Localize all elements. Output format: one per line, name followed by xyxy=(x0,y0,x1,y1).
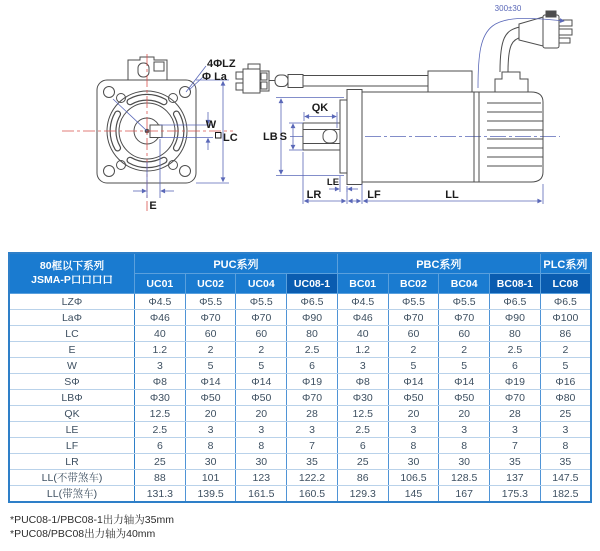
dimension-value-cell: 2 xyxy=(388,342,439,358)
dimension-value-cell: Φ8 xyxy=(135,374,186,390)
dimension-row-label: LL(不带煞车) xyxy=(9,470,135,486)
dimension-value-cell: Φ6.5 xyxy=(287,294,338,310)
dimension-value-cell: 128.5 xyxy=(439,470,490,486)
table-row xyxy=(9,470,591,486)
model-column-header: BC02 xyxy=(388,274,439,294)
dimension-value-cell: Φ70 xyxy=(236,310,287,326)
dimension-value-cell: Φ14 xyxy=(388,374,439,390)
table-row xyxy=(9,342,591,358)
cable-clamp xyxy=(495,72,528,92)
square-symbol xyxy=(216,133,222,139)
label-phi-la: Φ La xyxy=(202,71,227,83)
dimension-row-label: W xyxy=(9,358,135,374)
dimension-value-cell: Φ30 xyxy=(337,390,388,406)
table-row xyxy=(9,310,591,326)
dimension-value-cell: 60 xyxy=(236,326,287,342)
dimension-value-cell: 5 xyxy=(185,358,236,374)
dimension-value-cell: 35 xyxy=(490,454,541,470)
dimension-row-label: LR xyxy=(9,454,135,470)
encoder-block xyxy=(428,71,472,92)
series-group-header: PLC系列 xyxy=(540,253,591,274)
dimension-value-cell: 80 xyxy=(490,326,541,342)
dimension-value-cell: 2.5 xyxy=(490,342,541,358)
dimension-value-cell: 28 xyxy=(287,406,338,422)
dimension-value-cell: 30 xyxy=(388,454,439,470)
dimension-value-cell: 60 xyxy=(439,326,490,342)
dimension-value-cell: 20 xyxy=(388,406,439,422)
motor-front-view xyxy=(97,57,196,183)
label-s: S xyxy=(279,131,287,143)
dimension-value-cell: 5 xyxy=(540,358,591,374)
dimension-value-cell: 60 xyxy=(185,326,236,342)
dimension-value-cell: Φ14 xyxy=(236,374,287,390)
dimension-value-cell: 2.5 xyxy=(337,422,388,438)
dimension-value-cell: Φ4.5 xyxy=(135,294,186,310)
spec-table xyxy=(8,252,592,503)
dimension-value-cell: 2 xyxy=(540,342,591,358)
label-e: E xyxy=(149,200,157,212)
series-group-header: PBC系列 xyxy=(337,253,540,274)
dimension-value-cell: Φ5.5 xyxy=(388,294,439,310)
dimension-value-cell: Φ14 xyxy=(439,374,490,390)
model-column-header: UC04 xyxy=(236,274,287,294)
dimension-row-label: LE xyxy=(9,422,135,438)
dimension-value-cell: Φ5.5 xyxy=(185,294,236,310)
table-row xyxy=(9,326,591,342)
flange-side xyxy=(347,90,362,185)
rear-housing xyxy=(479,92,543,182)
dimension-value-cell: 25 xyxy=(337,454,388,470)
dimension-value-cell: 35 xyxy=(287,454,338,470)
dimension-value-cell: Φ46 xyxy=(135,310,186,326)
dimension-value-cell: Φ50 xyxy=(388,390,439,406)
footnotes xyxy=(10,513,174,541)
dimension-value-cell: 6 xyxy=(490,358,541,374)
dimension-value-cell: Φ4.5 xyxy=(337,294,388,310)
dimension-value-cell: 1.2 xyxy=(337,342,388,358)
dimension-value-cell: 3 xyxy=(135,358,186,374)
dimension-value-cell: Φ6.5 xyxy=(540,294,591,310)
power-connector-icon xyxy=(519,11,572,48)
dimension-value-cell: 106.5 xyxy=(388,470,439,486)
dimension-value-cell: Φ19 xyxy=(287,374,338,390)
dimension-row-label: LF xyxy=(9,438,135,454)
dimension-value-cell: 8 xyxy=(540,438,591,454)
dimension-value-cell: Φ80 xyxy=(540,390,591,406)
table-row xyxy=(9,406,591,422)
dimension-value-cell: 8 xyxy=(185,438,236,454)
dimension-value-cell: 1.2 xyxy=(135,342,186,358)
dimension-value-cell: Φ100 xyxy=(540,310,591,326)
label-le: LE xyxy=(326,177,340,188)
dimension-drawing xyxy=(0,0,600,250)
dimension-value-cell: 160.5 xyxy=(287,486,338,503)
dimension-value-cell: 167 xyxy=(439,486,490,503)
dimension-value-cell: 25 xyxy=(135,454,186,470)
dimension-value-cell: 3 xyxy=(439,422,490,438)
label-cable-length: 300±30 xyxy=(494,4,522,13)
dimension-value-cell: Φ90 xyxy=(287,310,338,326)
dimension-value-cell: Φ70 xyxy=(490,390,541,406)
dimension-value-cell: Φ50 xyxy=(236,390,287,406)
dimension-value-cell: 40 xyxy=(337,326,388,342)
label-4philz: 4ΦLZ xyxy=(207,58,236,70)
rear-fins xyxy=(487,103,543,166)
motor-body xyxy=(362,92,474,182)
dimension-row-label: LaΦ xyxy=(9,310,135,326)
dimension-value-cell: 80 xyxy=(287,326,338,342)
dimension-value-cell: 145 xyxy=(388,486,439,503)
dimension-value-cell: 5 xyxy=(439,358,490,374)
dimension-value-cell: 60 xyxy=(388,326,439,342)
dimension-value-cell: Φ70 xyxy=(388,310,439,326)
table-row xyxy=(9,454,591,470)
dimension-value-cell: 6 xyxy=(135,438,186,454)
table-row xyxy=(9,422,591,438)
dimension-value-cell: 7 xyxy=(287,438,338,454)
dimension-value-cell: 5 xyxy=(236,358,287,374)
dimension-value-cell: 20 xyxy=(185,406,236,422)
dimension-value-cell: 2 xyxy=(236,342,287,358)
dimension-value-cell: 6 xyxy=(287,358,338,374)
dimension-value-cell: 122.2 xyxy=(287,470,338,486)
dimension-value-cell: 182.5 xyxy=(540,486,591,503)
dimension-value-cell: 8 xyxy=(439,438,490,454)
cable-ferrule xyxy=(275,75,288,87)
dimension-value-cell: 8 xyxy=(388,438,439,454)
table-row xyxy=(9,486,591,503)
dimension-value-cell: 12.5 xyxy=(337,406,388,422)
dimension-value-cell: 12.5 xyxy=(135,406,186,422)
footnote-line: *PUC08/PBC08出力轴为40mm xyxy=(10,528,156,540)
dimension-value-cell: 30 xyxy=(185,454,236,470)
dimension-value-cell: Φ50 xyxy=(439,390,490,406)
dimension-value-cell: 30 xyxy=(439,454,490,470)
dimension-value-cell: 88 xyxy=(135,470,186,486)
dimension-value-cell: Φ6.5 xyxy=(490,294,541,310)
dimension-value-cell: 131.3 xyxy=(135,486,186,503)
dimension-value-cell: 35 xyxy=(540,454,591,470)
dimension-value-cell: 2 xyxy=(185,342,236,358)
model-column-header: UC01 xyxy=(135,274,186,294)
label-lr: LR xyxy=(306,189,322,201)
model-column-header: LC08 xyxy=(540,274,591,294)
dimension-value-cell: Φ46 xyxy=(337,310,388,326)
corner-line1: 80框以下系列 xyxy=(39,259,105,272)
table-row xyxy=(9,358,591,374)
label-qk: QK xyxy=(311,102,329,114)
dimension-value-cell: 147.5 xyxy=(540,470,591,486)
dimension-value-cell: 30 xyxy=(236,454,287,470)
model-column-header: UC02 xyxy=(185,274,236,294)
spec-table-body xyxy=(9,294,591,503)
dimension-value-cell: 6 xyxy=(337,438,388,454)
label-ll: LL xyxy=(445,189,459,201)
dimension-row-label: E xyxy=(9,342,135,358)
corner-line2: JSMA-P口口口口 xyxy=(31,273,113,286)
label-lb: LB xyxy=(263,131,278,143)
footnote-line: *PUC08-1/PBC08-1出力轴为35mm xyxy=(10,514,174,526)
front-dimensions xyxy=(113,66,229,198)
dimension-value-cell: 139.5 xyxy=(185,486,236,503)
dimension-value-cell: Φ5.5 xyxy=(236,294,287,310)
keyway-side xyxy=(323,130,337,144)
dimension-value-cell: 86 xyxy=(540,326,591,342)
dimension-value-cell: Φ16 xyxy=(540,374,591,390)
dimension-value-cell: 175.3 xyxy=(490,486,541,503)
pilot-boss xyxy=(340,100,347,173)
dimension-row-label: LC xyxy=(9,326,135,342)
dimension-value-cell: 8 xyxy=(236,438,287,454)
table-row xyxy=(9,390,591,406)
dimension-value-cell: Φ19 xyxy=(490,374,541,390)
dimension-value-cell: 2 xyxy=(439,342,490,358)
dimension-value-cell: 3 xyxy=(540,422,591,438)
dimension-value-cell: Φ70 xyxy=(185,310,236,326)
terminal-box xyxy=(128,57,167,80)
model-column-header: BC01 xyxy=(337,274,388,294)
dimension-row-label: LL(带煞车) xyxy=(9,486,135,503)
dimension-value-cell: 20 xyxy=(439,406,490,422)
dimension-row-label: QK xyxy=(9,406,135,422)
dimension-value-cell: 137 xyxy=(490,470,541,486)
model-column-header: BC08-1 xyxy=(490,274,541,294)
table-row xyxy=(9,294,591,310)
dimension-value-cell: 5 xyxy=(388,358,439,374)
dimension-value-cell: 123 xyxy=(236,470,287,486)
model-column-header: BC04 xyxy=(439,274,490,294)
dimension-value-cell: 7 xyxy=(490,438,541,454)
dimension-value-cell: 20 xyxy=(236,406,287,422)
dimension-value-cell: 3 xyxy=(287,422,338,438)
dimension-value-cell: Φ50 xyxy=(185,390,236,406)
dimension-value-cell: 161.5 xyxy=(236,486,287,503)
dimension-value-cell: Φ90 xyxy=(490,310,541,326)
spec-table-head xyxy=(9,253,591,294)
dimension-value-cell: Φ5.5 xyxy=(439,294,490,310)
dimension-value-cell: 2.5 xyxy=(135,422,186,438)
dimension-row-label: LZΦ xyxy=(9,294,135,310)
dimension-value-cell: 40 xyxy=(135,326,186,342)
label-lc: LC xyxy=(223,132,238,144)
dimension-value-cell: 28 xyxy=(490,406,541,422)
dimension-value-cell: 3 xyxy=(490,422,541,438)
dimension-value-cell: 3 xyxy=(337,358,388,374)
table-row xyxy=(9,438,591,454)
dimension-value-cell: 2.5 xyxy=(287,342,338,358)
dimension-value-cell: 3 xyxy=(388,422,439,438)
dimension-value-cell: Φ70 xyxy=(439,310,490,326)
encoder-connector-icon xyxy=(236,64,269,93)
dimension-value-cell: 3 xyxy=(236,422,287,438)
model-column-header: UC08-1 xyxy=(287,274,338,294)
dimension-row-label: LBΦ xyxy=(9,390,135,406)
table-corner-header xyxy=(9,253,135,294)
dimension-value-cell: 25 xyxy=(540,406,591,422)
dimension-value-cell: 101 xyxy=(185,470,236,486)
dimension-value-cell: 3 xyxy=(185,422,236,438)
dimension-value-cell: 86 xyxy=(337,470,388,486)
dimension-value-cell: Φ8 xyxy=(337,374,388,390)
dimension-value-cell: Φ30 xyxy=(135,390,186,406)
dimension-value-cell: 129.3 xyxy=(337,486,388,503)
dimension-value-cell: Φ14 xyxy=(185,374,236,390)
dimension-row-label: SΦ xyxy=(9,374,135,390)
label-lf: LF xyxy=(367,189,381,201)
series-group-header: PUC系列 xyxy=(135,253,338,274)
table-row xyxy=(9,374,591,390)
label-w: W xyxy=(205,119,217,131)
dimension-value-cell: Φ70 xyxy=(287,390,338,406)
